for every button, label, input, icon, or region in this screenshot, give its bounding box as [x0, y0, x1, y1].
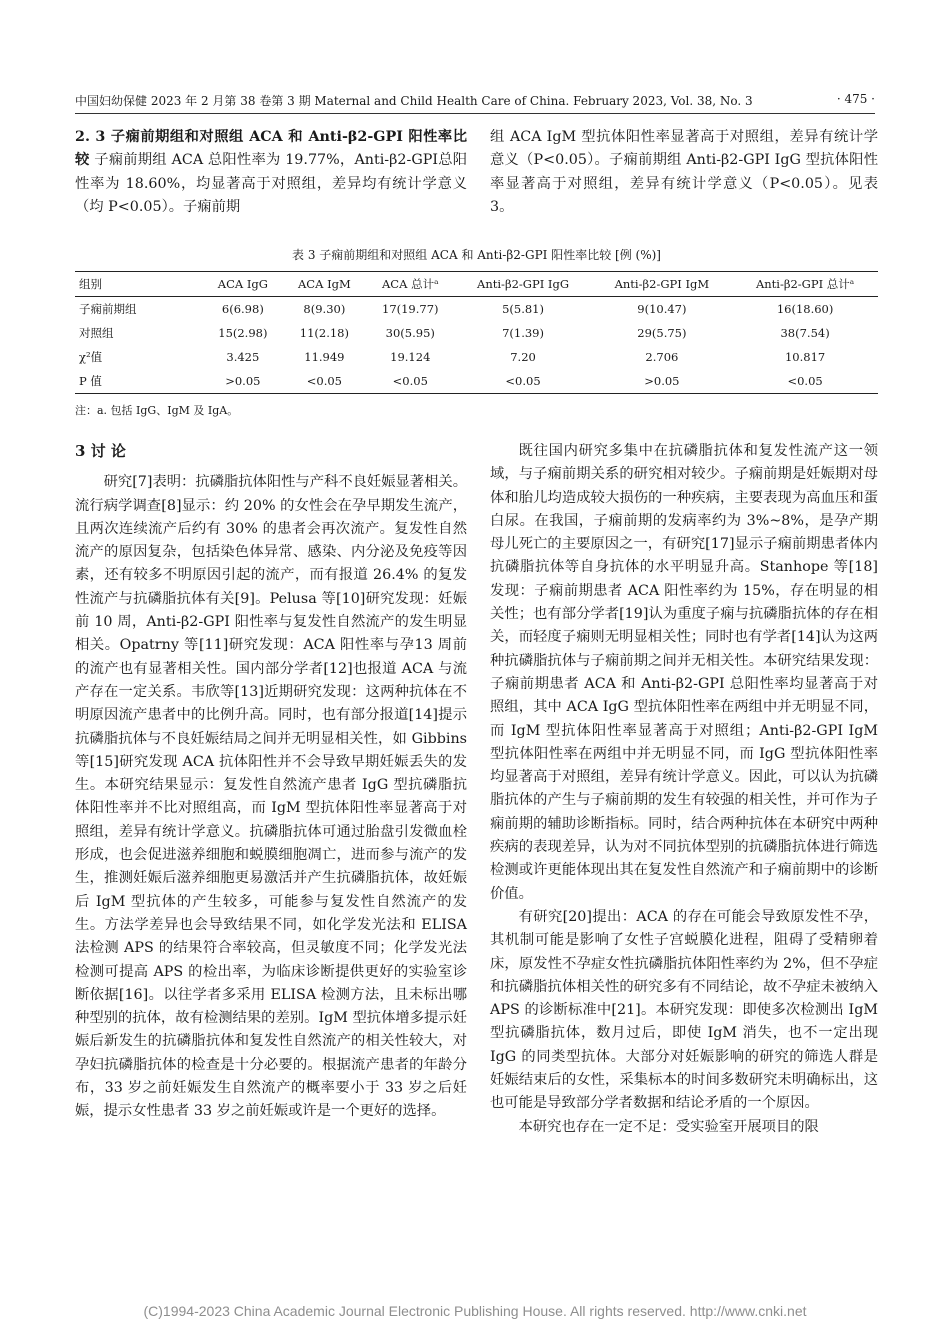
header-aca-total: ACA 总计ᵃ [382, 277, 439, 291]
table-header-row [75, 272, 878, 297]
table-cell: 10.817 [784, 350, 826, 364]
table-cell: 11.949 [304, 350, 345, 364]
header-anti-b2gpi-igm: Anti-β2-GPI IgM [614, 277, 710, 291]
table-cell: <0.05 [392, 374, 428, 388]
results-table [75, 271, 878, 394]
journal-header [75, 92, 875, 109]
page-number: · 475 · [836, 92, 875, 106]
header-aca-igg: ACA IgG [217, 277, 268, 291]
top-left-column [75, 126, 467, 219]
discussion-paragraph: 研究[7]表明：抗磷脂抗体阳性与产科不良妊娠显著相关。流行病学调查[8]显示：约 20% 的女性会在孕早期发生流产，且两次连续流产后约有 30% 的患者会再次流产。复发性自然流产的原因复杂，包括染色体异常、感染、内分泌及免疫等因素，还有较多不明原因引起的流产，而有报道 26.4% 的复发性流产与抗磷脂抗体有关[9]。Pelusa 等[10]研究发现：妊娠前 10 周，Anti-β2-GPI 阳性率与复发性自然流产的发生明显相关。Opatrny 等[11]研究发现：ACA 阳性率与孕13 周前的流产也有显著相关性。国内部分学者[12]也报道 ACA 与流产存在一定关系。韦欣等[13]近期研究发现：这两种抗体在不明原因流产患者中的比例升高。同时，也有部分报道[14]提示抗磷脂抗体与不良妊娠结局之间并无明显相关性，如 Gibbins 等[15]研究发现 ACA 抗体阳性并不会导致早期妊娠丢失的发生。本研究结果显示：复发性自然流产患者 IgG 型抗磷脂抗体阳性率并不比对照组高，而 IgM 型抗体阳性率显著高于对照组，差异有统计学意义。抗磷脂抗体可通过胎盘引发微血栓形成，也会促进滋养细胞和蜕膜细胞凋亡，进而参与流产的发生，推测妊娠后滋养细胞更易激活并产生抗磷脂抗体，故妊娠后 IgM 型抗体的产生较多，可能参与复发性自然流产的发生。方法学差异也会导致结果不同，如化学发光法和 ELISA 法检测 APS 的结果符合率较高，但灵敏度不同；化学发光法检测可提高 APS 的检出率，为临床诊断提供更好的实验室诊断依据[16]。以往学者多采用 ELISA 检测方法，且未标出哪种型别的抗体，故有检测结果的差别。IgM 型抗体增多提示妊娠后新发生的抗磷脂抗体和复发性自然流产的相关性较大，对孕妇抗磷脂抗体的检查是十分必要的。根据流产患者的年龄分布，33 岁之前妊娠发生自然流产的概率要小于 33 岁之后妊娠，提示女性患者 33 岁之前妊娠或许是一个更好的选择。 [75, 474, 467, 1120]
table-cell: >0.05 [644, 374, 680, 388]
table-cell: 30(5.95) [385, 326, 435, 340]
table-cell: 5(5.81) [502, 302, 544, 316]
table-cell: 11(2.18) [299, 326, 349, 340]
table-cell: 29(5.75) [637, 326, 687, 340]
discussion-title: 3 讨 论 [75, 442, 126, 460]
table-cell: <0.05 [787, 374, 823, 388]
table-cell: 6(6.98) [221, 302, 264, 316]
table-cell: 16(18.60) [776, 302, 834, 316]
discussion-paragraph-right-2: 有研究[20]提出：ACA 的存在可能会导致原发性不孕，其机制可能是影响了女性子宫蜕膜化进程，阻碍了受精卵着床，原发性不孕症女性抗磷脂抗体阳性率约为 2%，但不孕症和抗磷脂抗体相关性的研究多有不同结论，故不孕症未被纳入 APS 的诊断标准中[21]。本研究发现：即使多次检测出 IgM 型抗磷脂抗体，数月过后，即使 IgM 消失，也不一定出现 IgG 的同类型抗体。大部分对妊娠影响的研究的筛选人群是妊娠结束后的女性，采集标本的时间多数研究未明确标出，这也可能是导致部分学者数据和结论矛盾的一个原因。 [490, 908, 878, 1112]
header-aca-igm: ACA IgM [298, 277, 351, 291]
header-anti-b2gpi-total: Anti-β2-GPI 总计ᵃ [755, 277, 855, 291]
table-cell: χ²值 [79, 350, 103, 364]
table-cell: 38(7.54) [780, 326, 830, 340]
table-caption: 表 3 子痫前期组和对照组 ACA 和 Anti-β2-GPI 阳性率比较 [例 (%)] [292, 248, 661, 262]
table-cell: P 值 [79, 374, 102, 388]
table-note: 注：a. 包括 IgG、IgM 及 IgA。 [75, 404, 239, 417]
table-cell: 7.20 [510, 350, 536, 364]
header-group: 组别 [79, 277, 102, 291]
table-cell: 17(19.77) [382, 302, 439, 316]
top-right-column [490, 126, 878, 219]
discussion-right-column [490, 440, 878, 1139]
table-cell: 7(1.39) [502, 326, 544, 340]
table-cell: 9(10.47) [637, 302, 687, 316]
table-cell: 子痫前期组 [79, 302, 137, 316]
table-row [75, 321, 878, 345]
copyright-footer: (C)1994-2023 China Academic Journal Electronic Publishing House. All rights reserved. http://www.cnki.net [143, 1303, 807, 1319]
table-3 [75, 246, 878, 418]
table-cell: <0.05 [306, 374, 342, 388]
journal-citation: 中国妇幼保健 2023 年 2 月第 38 卷第 3 期 Maternal and Child Health Care of China. February 2023, Vol. 38, No. 3 [75, 94, 753, 108]
table-cell: 8(9.30) [303, 302, 346, 316]
discussion-left-column [75, 440, 467, 1124]
header-rule [75, 113, 875, 114]
table-cell: 对照组 [79, 326, 114, 340]
section-2-3-text: 子痫前期组 ACA 总阳性率为 19.77%，Anti-β2-GPI总阳性率为 18.60%，均显著高于对照组，差异均有统计学意义（均 P<0.05）。子痫前期 [75, 152, 468, 215]
table-cell: <0.05 [505, 374, 541, 388]
discussion-paragraph-right-3: 本研究也存在一定不足：受实验室开展项目的限 [518, 1118, 819, 1135]
table-cell: 2.706 [645, 350, 679, 364]
table-cell: 19.124 [390, 350, 431, 364]
header-anti-b2gpi-igg: Anti-β2-GPI IgG [477, 277, 570, 291]
table-cell: 3.425 [226, 350, 260, 364]
discussion-paragraph-right-1: 既往国内研究多集中在抗磷脂抗体和复发性流产这一领域，与子痫前期关系的研究相对较少。子痫前期是妊娠期对母体和胎儿均造成较大损伤的一种疾病，主要表现为高血压和蛋白尿。在我国，子痫前期的发病率约为 3%~8%，是孕产期母儿死亡的主要原因之一，有研究[17]显示子痫前期患者体内抗磷脂抗体等自身抗体的水平明显升高。Stanhope 等[18]发现：子痫前期患者 ACA 阳性率约为 15%，存在明显的相关性；也有部分学者[19]认为重度子痫与抗磷脂抗体的存在相关，而轻度子痫则无明显相关性；同时也有学者[14]认为这两种抗磷脂抗体与子痫前期之间并无相关性。本研究结果发现：子痫前期患者 ACA 和 Anti-β2-GPI 总阳性率均显著高于对照组，其中 ACA IgG 型抗体阳性率在两组中并无明显不同，而 IgM 型抗体阳性率显著高于对照组；Anti-β2-GPI IgM 型抗体阳性率在两组中并无明显不同，而 IgG 型抗体阳性率均显著高于对照组，差异有统计学意义。因此，可以认为抗磷脂抗体的产生与子痫前期的发生有较强的相关性，并可作为子痫前期的辅助诊断指标。同时，结合两种抗体在本研究中两种疾病的表现差异，认为对不同抗体型别的抗磷脂抗体进行筛选检测或许更能体现出其在复发性自然流产和子痫前期中的诊断价值。 [490, 443, 878, 902]
table-cell: 15(2.98) [218, 326, 268, 340]
table-row [75, 297, 878, 322]
section-2-3-continued: 组 ACA IgM 型抗体阳性率显著高于对照组，差异有统计学意义（P<0.05）。子痫前期组 Anti-β2-GPI IgG 型抗体阳性率显著高于对照组，差异有统计学意义（P<0.05）。见表 3。 [490, 129, 878, 215]
section-2-3-heading: 2. 3 子痫前期组和对照组 ACA 和 Anti-β2-GPI 阳性率比较 [75, 129, 467, 169]
table-cell: >0.05 [225, 374, 261, 388]
table-row [75, 345, 878, 369]
table-row [75, 369, 878, 394]
